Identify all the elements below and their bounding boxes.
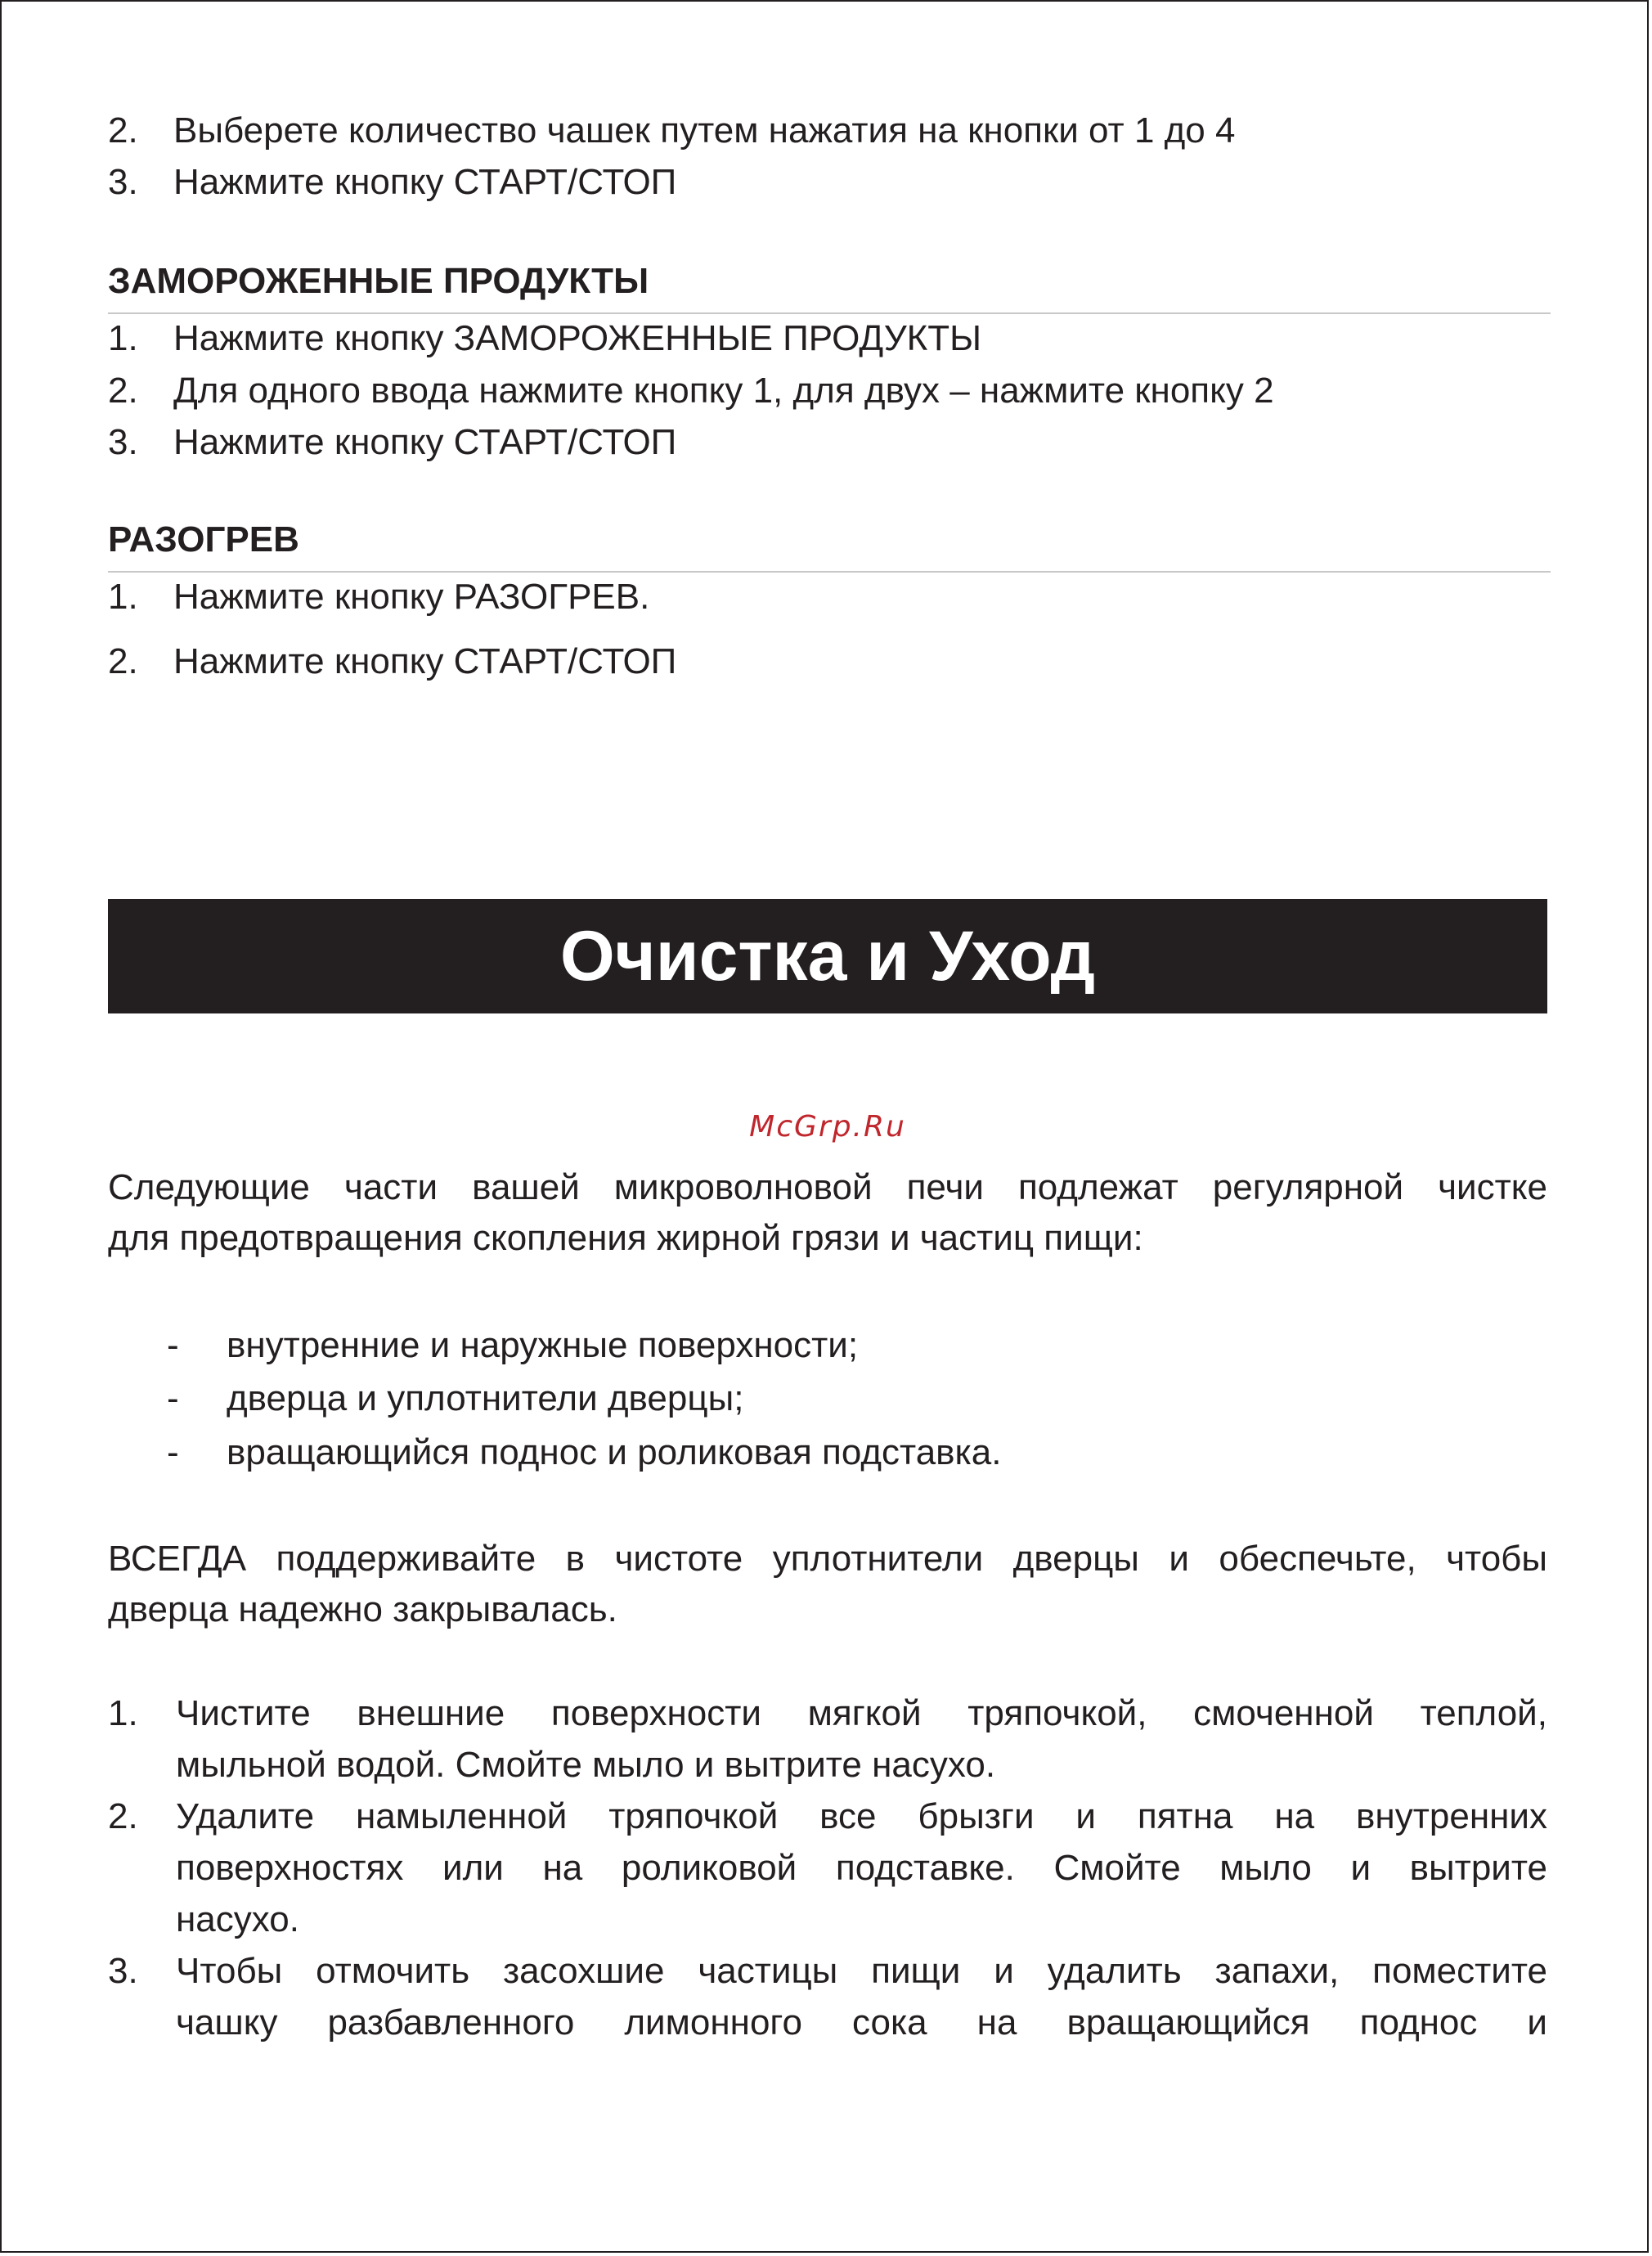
item-number: 2. (108, 110, 138, 151)
item-text: Нажмите кнопку СТАРТ/СТОП (173, 641, 677, 681)
paragraph-line: ВСЕГДА поддерживайте в чистоте уплотнители дверцы и обеспечьте, чтобы (108, 1539, 1547, 1579)
item-text: поверхностях или на роликовой подставке. Смойте мыло и вытрите (176, 1848, 1547, 1888)
item-text: Чтобы отмочить засохшие частицы пищи и удалить запахи, поместите (176, 1951, 1547, 1991)
divider (108, 571, 1551, 573)
item-number: 2. (108, 1796, 138, 1836)
dash-bullet: - (167, 1432, 179, 1472)
item-text: вращающийся поднос и роликовая подставка. (227, 1432, 1002, 1472)
item-text: Выберете количество чашек путем нажатия на кнопки от 1 до 4 (173, 110, 1236, 151)
item-text: Удалите намыленной тряпочкой все брызги и пятна на внутренних (176, 1796, 1547, 1836)
dash-bullet: - (167, 1378, 179, 1418)
item-text: чашку разбавленного лимонного сока на вращающийся поднос и (176, 2002, 1547, 2043)
item-text: Для одного ввода нажмите кнопку 1, для двух – нажмите кнопку 2 (173, 371, 1274, 411)
item-number: 3. (108, 162, 138, 202)
paragraph-line: дверца надежно закрывалась. (108, 1589, 617, 1629)
item-text: Нажмите кнопку РАЗОГРЕВ. (173, 577, 650, 617)
section-heading: РАЗОГРЕВ (108, 519, 299, 560)
item-text: насухо. (176, 1899, 299, 1939)
item-text: Нажмите кнопку СТАРТ/СТОП (173, 162, 677, 202)
item-text: внутренние и наружные поверхности; (227, 1325, 859, 1365)
paragraph-line: Следующие части вашей микроволновой печи подлежат регулярной чистке (108, 1167, 1547, 1207)
watermark: McGrp.Ru (749, 1110, 906, 1144)
item-number: 1. (108, 318, 138, 358)
item-number: 2. (108, 641, 138, 681)
item-text: дверца и уплотнители дверцы; (227, 1378, 744, 1418)
item-number: 1. (108, 1693, 138, 1733)
paragraph-line: для предотвращения скопления жирной грязи и частиц пищи: (108, 1218, 1143, 1258)
item-number: 3. (108, 422, 138, 462)
dash-bullet: - (167, 1325, 179, 1365)
section-heading: ЗАМОРОЖЕННЫЕ ПРОДУКТЫ (108, 261, 649, 301)
item-number: 3. (108, 1951, 138, 1991)
item-number: 2. (108, 371, 138, 411)
divider (108, 312, 1551, 314)
item-number: 1. (108, 577, 138, 617)
section-banner: Очистка и Уход (108, 899, 1547, 1013)
item-text: Нажмите кнопку СТАРТ/СТОП (173, 422, 677, 462)
item-text: Чистите внешние поверхности мягкой тряпочкой, смоченной теплой, (176, 1693, 1547, 1733)
item-text: Нажмите кнопку ЗАМОРОЖЕННЫЕ ПРОДУКТЫ (173, 318, 982, 358)
item-text: мыльной водой. Смойте мыло и вытрите насухо. (176, 1745, 996, 1785)
